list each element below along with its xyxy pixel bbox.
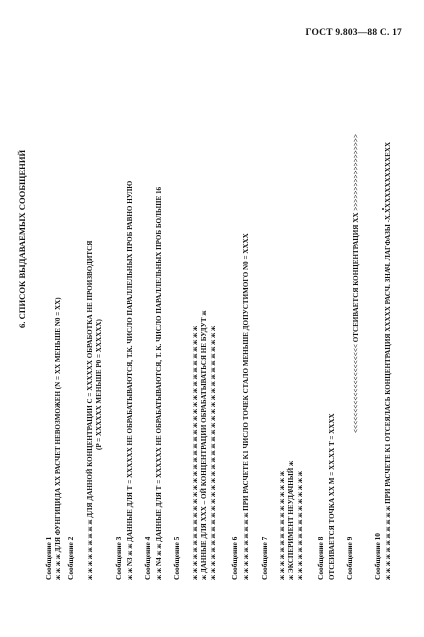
message-label: Сообщение 1 [44, 536, 53, 580]
message-text: (P = XXXXXX МЕНЬШЕ P0 = XXXXXX) [95, 319, 103, 450]
message-text: ж ж ж ж ж ж ж ж ж ж ж ж ж ж ж ж ж ж ж ж ж ж ж ж ж ж ж ж ж ж ж ж ж ж ж ж ж [191, 325, 199, 580]
message-label: Сообщение 9 [345, 536, 354, 580]
message-text: <<<<<<<<<<<<<<<<<<<<<< ОТСЕИВАЕТСЯ КОНЦЕНТРАЦИЯ XX >>>>>>>>>>>>>>>>>>> [352, 133, 360, 433]
message-text: ж ж ж ж ж ж ж ж ж ДЛЯ ДАННОЙ КОНЦЕНТРАЦИИ С = XXXXXX ОБРАБОТКА НЕ ПРОИЗВОДИТСЯ [86, 240, 94, 580]
message-label: Сообщение 3 [114, 536, 123, 580]
rotated-content [0, 38, 424, 618]
message-text: ОТСЕИВАЕТСЯ ТОЧКА XX М = XX.XX T = XXXX [328, 413, 336, 580]
message-label: Сообщение 4 [143, 536, 152, 580]
message-label: Сообщение 6 [230, 536, 239, 580]
message-text: ж ж ж ж ж ж ж ж ж ж ПРИ РАСЧЕТЕ K1 ЧИСЛО ТОЧЕК СТАЛО МЕНЬШЕ ДОПУСТИМОГО N0 = XXXX [242, 233, 250, 580]
section-title: 6. СПИСОК ВЫДАВАЕМЫХ СООБЩЕНИЙ [17, 149, 27, 328]
message-text: ж ж N4 ж ж ДАННЫЕ ДЛЯ Т = XXXXXX НЕ ОБРАБАТЫВАЮТСЯ, Т. К. ЧИСЛО ПАРАЛЛЕЛЬНЫХ ПРОБ БОЛЬШЕ 16 [155, 186, 163, 580]
message-label: Сообщение 2 [66, 536, 75, 580]
message-label: Сообщение 5 [172, 536, 181, 580]
page-header: ГОСТ 9.803—88 С. 17 [305, 28, 402, 38]
message-label: Сообщение 10 [373, 533, 382, 580]
message-text: ж ж N3 ж ж ДАННЫЕ ДЛЯ Т = XXXXXX НЕ ОБРАБАТЫВАЮТСЯ, Т.К. ЧИСЛО ПАРАЛЛЕЛЬНЫХ ПРОБ РАВНО НУЛЮ [126, 180, 134, 580]
message-text: ж ж ж ж ДЛЯ ФУНГИЦИДА XX РАСЧЕТ НЕВОЗМОЖЕН (N = XX МЕНЬШЕ N0 = XX) [54, 297, 62, 580]
message-text: ж ж ж ж ж ж ж ж ж ж ж ж ж ж ж ж [278, 471, 286, 580]
message-text: ж ЭКСПЕРИМЕНТ НЕУДАЧНЫЙ ж [287, 460, 295, 580]
message-label: Сообщение 8 [316, 536, 325, 580]
message-text: ж ДАННЫЕ ДЛЯ XXX – ОЙ КОНЦЕНТРАЦИИ ОБРАБАТЫВАТЬСЯ НЕ БУДУТ ж [200, 310, 208, 580]
ink-dot [382, 208, 384, 210]
message-text: ж ж ж ж ж ж ж ж ж ж ж ПРИ РАСЧЕТЕ K1 ОТСЕЯЛАСЬ КОНЦЕНТРАЦИЯ XXXXX РАСЧ. ЗНАЧ. ЛАГФАЗЫ -X.XXXXXXXXXXXEXX [384, 141, 392, 580]
message-text: ж ж ж ж ж ж ж ж ж ж ж ж ж ж ж ж ж ж ж ж ж ж ж ж ж ж ж ж ж ж ж ж ж ж ж ж ж [209, 325, 217, 580]
message-label: Сообщение 7 [260, 536, 269, 580]
message-text: ж ж ж ж ж ж ж ж ж ж ж ж ж ж ж ж [296, 471, 304, 580]
